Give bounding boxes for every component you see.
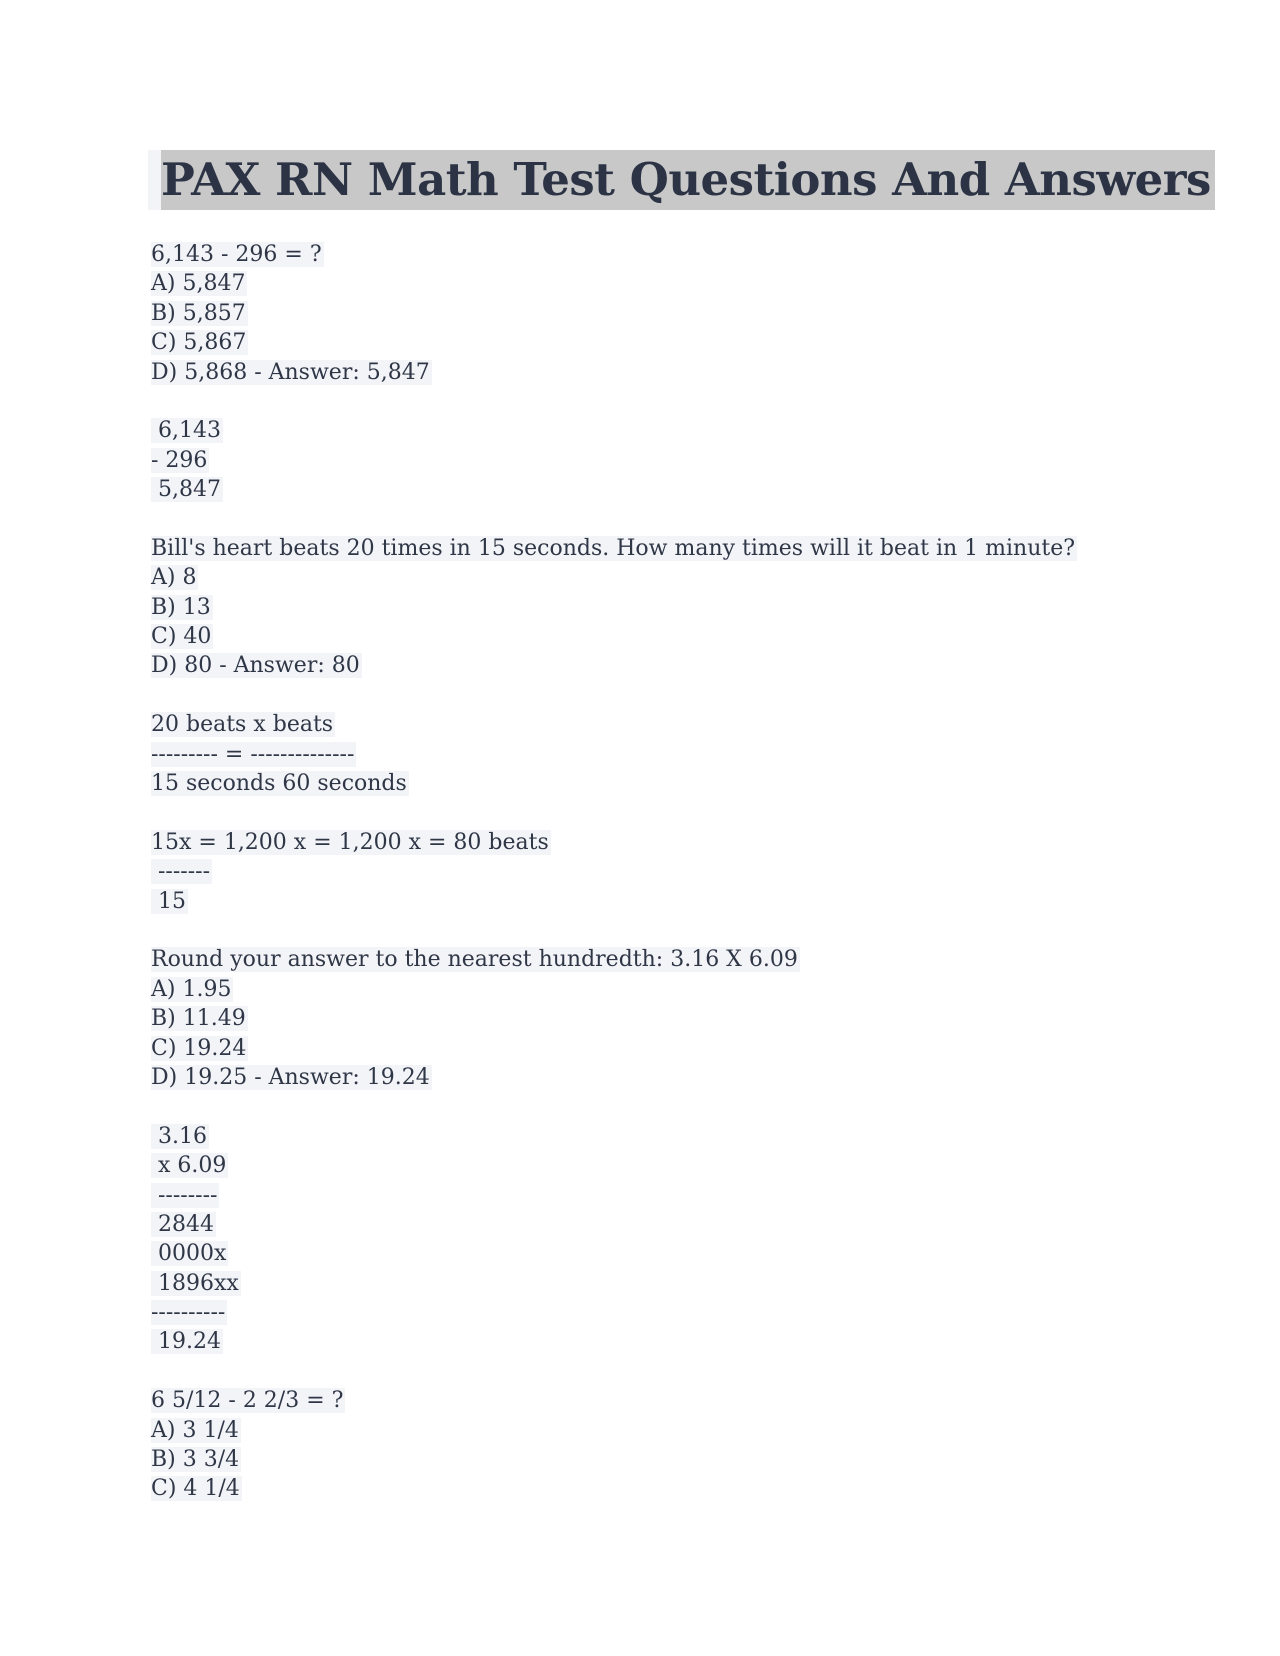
blank-line	[151, 798, 1151, 827]
text-line: --------	[151, 1182, 218, 1208]
text-line: A) 8	[151, 565, 197, 591]
text-line: A) 3 1/4	[151, 1417, 239, 1443]
page-title-band	[148, 150, 1211, 210]
text-line: A) 5,847	[151, 271, 246, 297]
page-title: PAX RN Math Test Questions And Answers	[161, 150, 1215, 210]
text-line: D) 5,868 - Answer: 5,847	[151, 359, 430, 385]
text-line: --------- = --------------	[151, 741, 355, 767]
text-line: 1896xx	[151, 1270, 239, 1296]
text-line: B) 11.49	[151, 1006, 246, 1032]
text-line: B) 13	[151, 594, 211, 620]
text-line: 20 beats x beats	[151, 712, 334, 738]
text-line: x 6.09	[151, 1153, 227, 1179]
blank-line	[151, 1357, 1151, 1386]
text-line: D) 80 - Answer: 80	[151, 653, 360, 679]
text-line: 15 seconds 60 seconds	[151, 771, 407, 797]
text-line: ----------	[151, 1300, 226, 1326]
document-body	[151, 240, 1151, 1504]
blank-line	[151, 681, 1151, 710]
text-line: A) 1.95	[151, 976, 232, 1002]
text-line: 2844	[151, 1211, 214, 1237]
blank-line	[151, 387, 1151, 416]
text-line: 15	[151, 888, 186, 914]
text-line: 0000x	[151, 1241, 227, 1267]
text-line: 6,143	[151, 418, 221, 444]
text-line: C) 5,867	[151, 330, 247, 356]
text-line: 15x = 1,200 x = 1,200 x = 80 beats	[151, 829, 549, 855]
text-line: Round your answer to the nearest hundredth: 3.16 X 6.09	[151, 947, 798, 973]
blank-line	[151, 1092, 1151, 1121]
text-line: Bill's heart beats 20 times in 15 seconds. How many times will it beat in 1 minute?	[151, 535, 1076, 561]
blank-line	[151, 916, 1151, 945]
text-line: 6 5/12 - 2 2/3 = ?	[151, 1388, 344, 1414]
text-line: B) 3 3/4	[151, 1447, 240, 1473]
text-line: 3.16	[151, 1123, 207, 1149]
blank-line	[151, 505, 1151, 534]
text-line: C) 4 1/4	[151, 1476, 240, 1502]
text-line: B) 5,857	[151, 300, 246, 326]
text-line: D) 19.25 - Answer: 19.24	[151, 1064, 430, 1090]
text-line: C) 40	[151, 624, 212, 650]
text-line: 19.24	[151, 1329, 221, 1355]
text-line: - 296	[151, 447, 208, 473]
text-line: 5,847	[151, 477, 221, 503]
text-line: -------	[151, 859, 211, 885]
text-line: 6,143 - 296 = ?	[151, 242, 322, 267]
text-line: C) 19.24	[151, 1035, 247, 1061]
